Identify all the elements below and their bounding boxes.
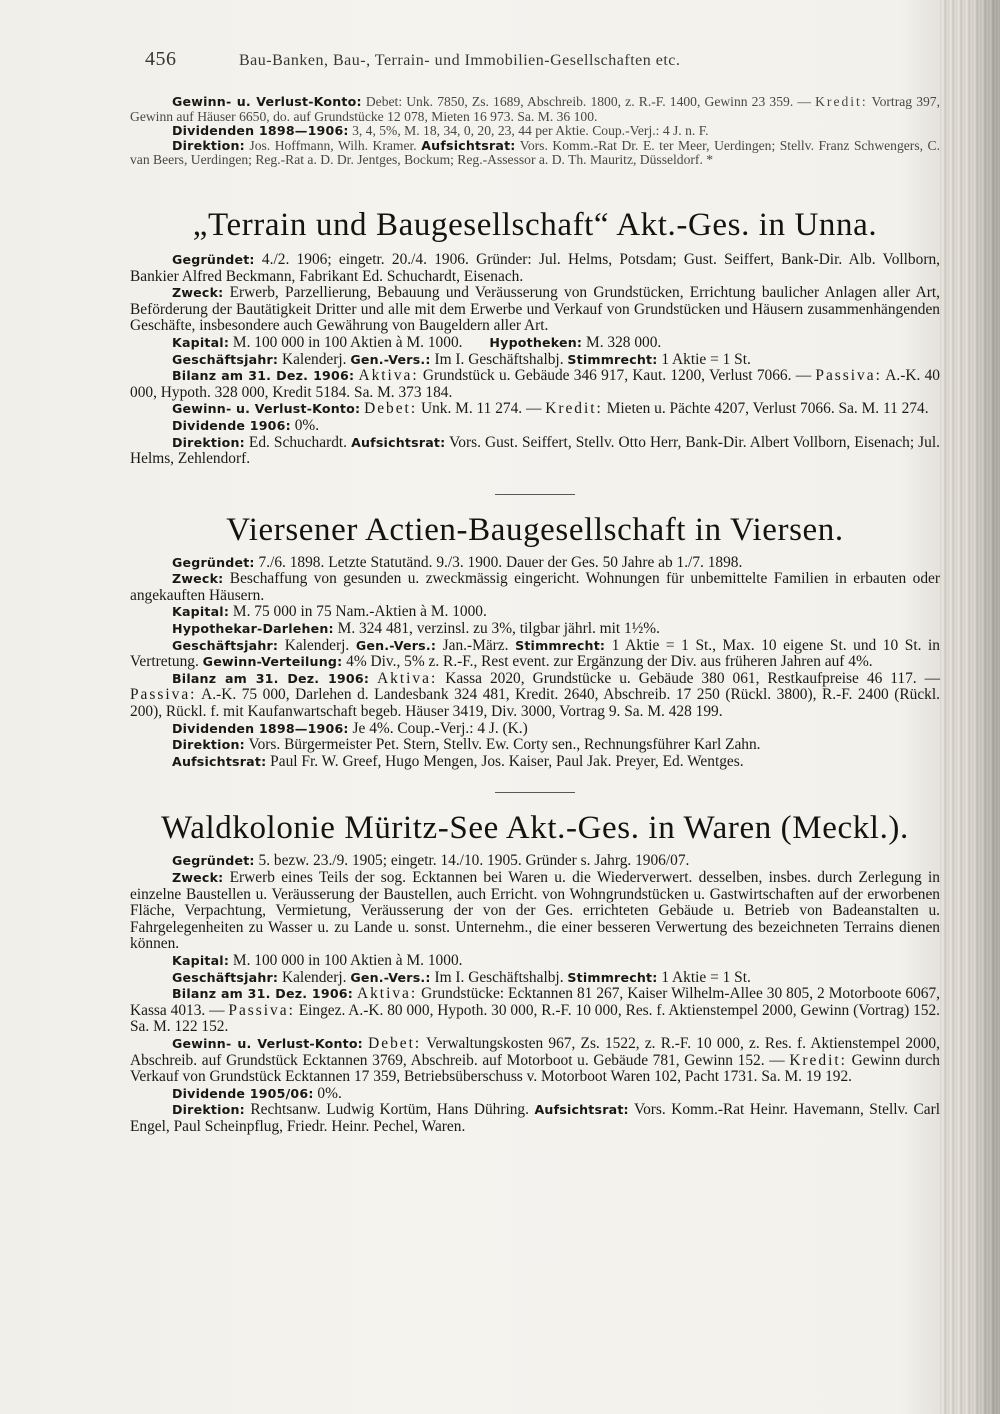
label: Dividende 1905/06: [172,1085,314,1101]
label: Gegründet: [172,853,255,869]
dividend-paragraph [130,1086,940,1103]
label: Zweck: [172,571,224,587]
dividends-paragraph [130,721,940,738]
management-paragraph [130,737,940,754]
label: Bilanz am 31. Dez. 1906: [172,986,354,1002]
supervisory-board-paragraph [130,754,940,771]
text: Eingez. A.-K. 80 000, Hypoth. 30 000, R.-F. 10 000, Res. f. Aktienstempel 2000, Gewinn (Vortrag) 152. Sa. M. 122 152. [130,1001,941,1036]
text: A.-K. 40 000, Hypoth. 328 000, Kredit 5184. Sa. M. 373 184. [130,367,940,401]
label: Gen.-Vers.: [350,351,431,367]
label: Geschäftsjahr: [172,351,279,367]
label: Stimmrecht: [515,637,606,653]
text: Debet: [364,400,418,418]
board-paragraph [130,139,940,168]
text: Passiva: [228,1001,295,1019]
text: Passiva: [130,686,197,704]
label: Stimmrecht: [567,351,658,367]
label: Direktion: [172,737,245,753]
text: Jan.-März. [436,636,516,654]
text: Kredit: [789,1051,847,1069]
label: Gen.-Vers.: [355,637,437,653]
board-paragraph [130,435,940,468]
fiscal-year-paragraph [130,638,940,671]
company-heading: Waldkolonie Müritz-See Akt.-Ges. in Waren (Meckl.). [161,810,909,847]
text: Paul Fr. W. Greef, Hugo Mengen, Jos. Kaiser, Paul Jak. Preyer, Ed. Wentges. [266,752,744,770]
founded-paragraph [130,853,940,870]
text: 0%. [290,416,320,434]
label: Hypotheken: [489,334,583,350]
page-content [130,95,940,1136]
text: Kredit: [815,94,868,109]
text: 1 Aktie = 1 St. [657,968,751,986]
label: Dividenden 1898—1906: [172,720,349,736]
mortgage-paragraph [130,621,940,638]
text: Grundstücke: Ecktannen 81 267, Kaiser Wilhelm-Allee 30 805, 2 Motorboote 6067, Kassa 4013. — [130,985,940,1019]
text: 4./2. 1906; eingetr. 20./4. 1906. Gründer: Jul. Helms, Potsdam; Gust. Seiffert, Bank-Dir. Alb. Vollborn, Bankier Alfred Beckmann, Fabrikant Ed. Schuchardt, Eisenach. [130,250,940,285]
text: Aktiva: [377,669,438,687]
text: Erwerb, Parzellierung, Bebauung und Veräusserung von Grundstücken, Errichtung baulicher Anlagen aller Art, Beförderung der Bautätigkeit Dritter und alle mit dem Erwerbe und Verkauf von Grundstücken und Häusern zusammenhängenden Geschäfte, insbesondere auch Gewährung von Baugeldern aller Art. [130,284,940,335]
text: M. 100 000 in 100 Aktien à M. 1000. [229,333,463,351]
text: Je 4%. Coup.-Verj.: 4 J. (K.) [348,719,528,737]
label: Aufsichtsrat: [534,1102,629,1118]
label: Bilanz am 31. Dez. 1906: [172,368,355,384]
purpose-paragraph [130,870,940,953]
entry-continuation [130,95,940,168]
text: M. 75 000 in 75 Nam.-Aktien à M. 1000. [229,603,487,621]
text: Kassa 2020, Grundstücke u. Gebäude 380 061, Restkaufpreise 46 117. — [437,669,940,687]
text: A.-K. 75 000, Darlehen d. Landesbank 324 481, Kredit. 2640, Abschreib. 17 250 (Rückl. 3800), R.-F. 2400 (Rückl. 200), Rückl. f. mit Kaufanwartschaft begeb. Häuser 3419, Div. 3000, Vortrag 9. Sa. M. 428 199. [130,686,940,721]
text: Mieten u. Pächte 4207, Verlust 7066. Sa. M. 11 274. [602,400,929,418]
text: Kalenderj. [278,350,351,368]
text: Rechtsanw. Ludwig Kortüm, Hans Dühring. [244,1101,535,1119]
label: Stimmrecht: [567,969,658,985]
label: Kapital: [172,334,230,350]
text: M. 100 000 in 100 Aktien à M. 1000. [229,951,463,969]
text: Vors. Komm.-Rat Heinr. Havemann, Stellv. Carl Engel, Paul Scheinpflug, Friedr. Heinr. Pechel, Waren. [130,1101,940,1135]
purpose-paragraph [130,571,940,604]
capital-paragraph [130,335,940,352]
label: Aufsichtsrat: [351,434,446,450]
profit-loss-paragraph [130,401,940,418]
text: 4% Div., 5% z. R.-F., Rest event. zur Ergänzung der Div. aus früheren Jahren auf 4%. [342,653,873,671]
text: Aktiva: [357,985,418,1003]
profit-loss-paragraph [130,95,940,124]
text: 7./6. 1898. Letzte Statutänd. 9./3. 1900. Dauer der Ges. 50 Jahre ab 1./7. 1898. [254,553,743,571]
label: Dividende 1906: [172,417,291,433]
entry-viersen [130,511,940,771]
text: Beschaffung von gesunden u. zweckmässig eingericht. Wohnungen für unbemittelte Familien in erbauten oder angekauften Häusern. [130,570,940,604]
text: Vors. Bürgermeister Pet. Stern, Stellv. Ew. Corty sen., Rechnungsführer Karl Zahn. [244,736,761,754]
balance-paragraph [130,368,940,401]
company-heading: Viersener Actien-Baugesellschaft in Viersen. [226,511,844,548]
label: Gen.-Vers.: [350,969,431,985]
label: Gewinn- u. Verlust-Konto: [172,401,361,417]
text: M. 328 000. [582,333,662,351]
text: 5. bezw. 23./9. 1905; eingetr. 14./10. 1905. Gründer s. Jahrg. 1906/07. [254,852,690,870]
label: Geschäftsjahr: [172,969,279,985]
label: Direktion: [172,137,245,153]
label: Kapital: [172,604,230,620]
profit-loss-paragraph [130,1036,940,1086]
text: Vors. Gust. Seiffert, Stellv. Otto Herr, Bank-Dir. Albert Vollborn, Eisenach; Jul. Helms, Zehlendorf. [130,433,940,468]
company-heading: „Terrain und Baugesellschaft“ Akt.-Ges. in Unna. [192,206,878,243]
label: Dividenden 1898—1906: [172,123,349,139]
label: Bilanz am 31. Dez. 1906: [172,670,370,686]
label: Aufsichtsrat: [172,753,267,769]
label: Hypothekar-Darlehen: [172,621,334,637]
running-head [145,48,945,71]
label: Direktion: [172,1102,245,1118]
label: Gewinn- u. Verlust-Konto: [172,94,362,109]
dividends-paragraph [130,124,940,139]
label: Gewinn-Verteilung: [202,654,343,670]
label: Zweck: [172,870,224,885]
text: Ed. Schuchardt. [244,433,352,451]
text: Vortrag 397, Gewinn auf Häuser 6650, do. auf Grundstücke 12 078, Mieten 16 973. Sa. M. 36 100. [130,94,940,124]
text: Gewinn durch Verkauf von Grundstück Ecktannen 17 359, Betriebsüberschuss v. Motorboot Waren 102, Pacht 1731. Sa. M. 19 192. [130,1051,941,1086]
text: M. 324 481, verzinsl. zu 3%, tilgbar jährl. mit 1½%. [333,620,660,638]
balance-paragraph [130,671,940,721]
founded-paragraph [130,555,940,572]
capital-paragraph [130,953,940,970]
text: Grundstück u. Gebäude 346 917, Kaut. 1200, Verlust 7066. — [418,367,816,385]
text: 1 Aktie = 1 St., Max. 10 eigene St. und 10 St. in Vertretung. [130,636,941,671]
text: Erwerb eines Teils der sog. Ecktannen bei Waren u. die Wiederverwert. desselben, insbes. durch Zerlegung in einzelne Baustellen u. Veräusserung der Baustellen, auch Erricht. von Wohngrundstücken u. Gastwirtschaften auf der erworbenen Fläche, Verpachtung, Vermietung, Veräusserung der von der Ges. errichteten Gebäude u. Betrieb von Badeanstalten u. Fahrgelegenheiten zu Wasser u. zu Lande u. sonst. Unternehm., die einer besseren Verwertung des bezeichneten Terrains dienen können. [130,869,940,953]
text: 1 Aktie = 1 St. [657,350,751,368]
text: Unk. M. 11 274. — [417,400,546,418]
dividend-paragraph [130,418,940,435]
text: Vors. Komm.-Rat Dr. E. ter Meer, Uerdingen; Stellv. Franz Schwengers, C. van Beers, Uerdingen; Reg.-Rat a. D. Dr. Jentges, Bockum; Reg.-Assessor a. D. Th. Mauritz, Düsseldorf. * [130,137,940,168]
board-paragraph [130,1102,940,1135]
text: Verwaltungskosten 967, Zs. 1522, z. R.-F. 10 000, z. Res. f. Aktienstempel 2000, Abschreib. auf Grundstück Ecktannen 3769, Abschreib. auf Motorboot u. Gebäude 781, Gewinn 152. — [130,1034,940,1069]
text: Kredit: [545,400,603,418]
text: Im I. Geschäftshalbj. [430,968,568,986]
entry-terrain-unna [130,206,940,468]
text: Aktiva: [358,367,419,385]
capital-paragraph [130,604,940,621]
label: Kapital: [172,952,230,968]
balance-paragraph [130,986,940,1036]
text: 0%. [313,1084,342,1102]
separator-rule [495,494,575,495]
fiscal-year-paragraph [130,970,940,987]
label: Aufsichtsrat: [421,137,516,153]
founded-paragraph [130,252,940,285]
entry-waldkolonie [130,809,940,1135]
text: Debet: Unk. 7850, Zs. 1689, Abschreib. 1800, z. R.-F. 1400, Gewinn 23 359. — [365,94,816,109]
text: Kalenderj. [278,636,356,654]
fiscal-year-paragraph [130,352,940,369]
page-number: 456 [145,48,177,70]
purpose-paragraph [130,285,940,335]
text: Passiva: [815,367,882,385]
running-title: Bau-Banken, Bau-, Terrain- und Immobilien-Gesellschaften etc. [239,52,681,69]
label: Zweck: [172,285,224,301]
page-edge-shadow [940,0,1000,1414]
separator-rule [495,792,575,793]
text: Kalenderj. [278,968,351,986]
label: Gegründet: [172,251,255,267]
label: Geschäftsjahr: [172,637,279,653]
label: Gegründet: [172,554,255,570]
text: Im I. Geschäftshalbj. [430,350,568,368]
label: Gewinn- u. Verlust-Konto: [172,1035,363,1051]
text: 3, 4, 5%, M. 18, 34, 0, 20, 23, 44 per Aktie. Coup.-Verj.: 4 J. n. F. [348,123,709,139]
text: Jos. Hoffmann, Wilh. Kramer. [244,137,422,153]
text: Debet: [368,1034,422,1052]
label: Direktion: [172,434,245,450]
